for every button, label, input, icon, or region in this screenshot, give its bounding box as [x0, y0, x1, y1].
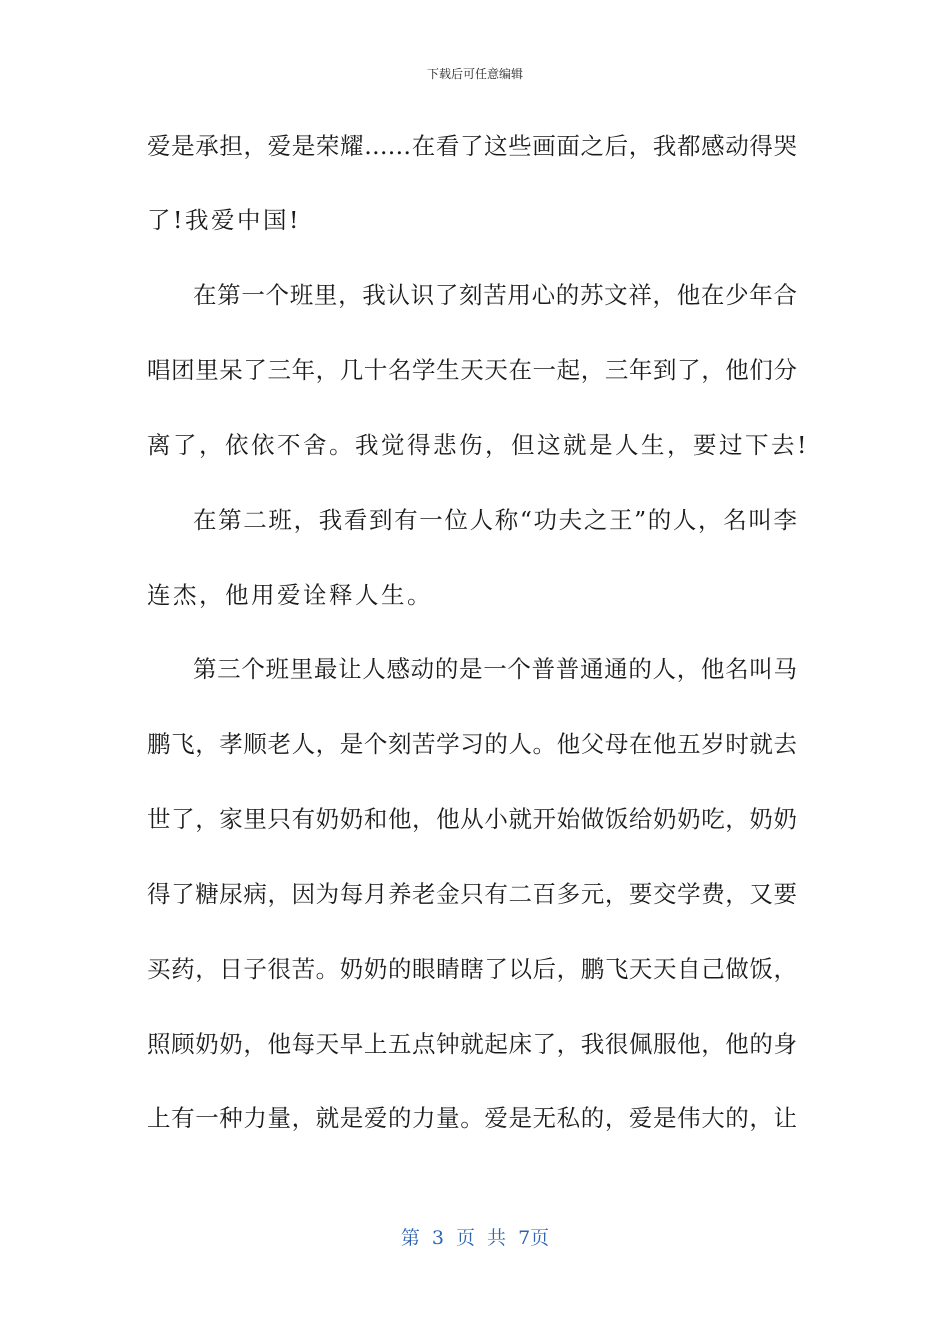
- text-line-14: 上有一种力量，就是爱的力量。爱是无私的，爱是伟大的，让: [147, 1104, 797, 1132]
- text-line-6: 在第二班，我看到有一位人称“功夫之王”的人，名叫李: [193, 506, 797, 534]
- page-number-footer: 第 3 页 共 7页: [400, 1227, 550, 1249]
- text-line-13: 照顾奶奶，他每天早上五点钟就起床了，我很佩服他，他的身: [147, 1030, 797, 1058]
- text-line-10: 世了，家里只有奶奶和他，他从小就开始做饭给奶奶吃，奶奶: [147, 805, 797, 833]
- text-line-9: 鹏飞，孝顺老人，是个刻苦学习的人。他父母在他五岁时就去: [147, 730, 797, 758]
- page-header-note: 下载后可任意编辑: [426, 67, 523, 81]
- text-line-1: 爱是承担，爱是荣耀……在看了这些画面之后，我都感动得哭: [147, 132, 797, 160]
- text-line-8: 第三个班里最让人感动的是一个普普通通的人，他名叫马: [193, 655, 797, 683]
- text-line-12: 买药，日子很苦。奶奶的眼睛瞎了以后，鹏飞天天自己做饭，: [147, 955, 797, 983]
- text-line-2: 了!我爱中国!: [147, 206, 301, 234]
- text-line-7: 连杰，他用爱诠释人生。: [147, 581, 433, 609]
- text-line-4: 唱团里呆了三年，几十名学生天天在一起，三年到了，他们分: [147, 356, 797, 384]
- text-line-5: 离了，依依不舍。我觉得悲伤，但这就是人生，要过下去!: [147, 431, 809, 459]
- text-line-3: 在第一个班里，我认识了刻苦用心的苏文祥，他在少年合: [193, 281, 797, 309]
- text-line-11: 得了糖尿病，因为每月养老金只有二百多元，要交学费，又要: [147, 880, 797, 908]
